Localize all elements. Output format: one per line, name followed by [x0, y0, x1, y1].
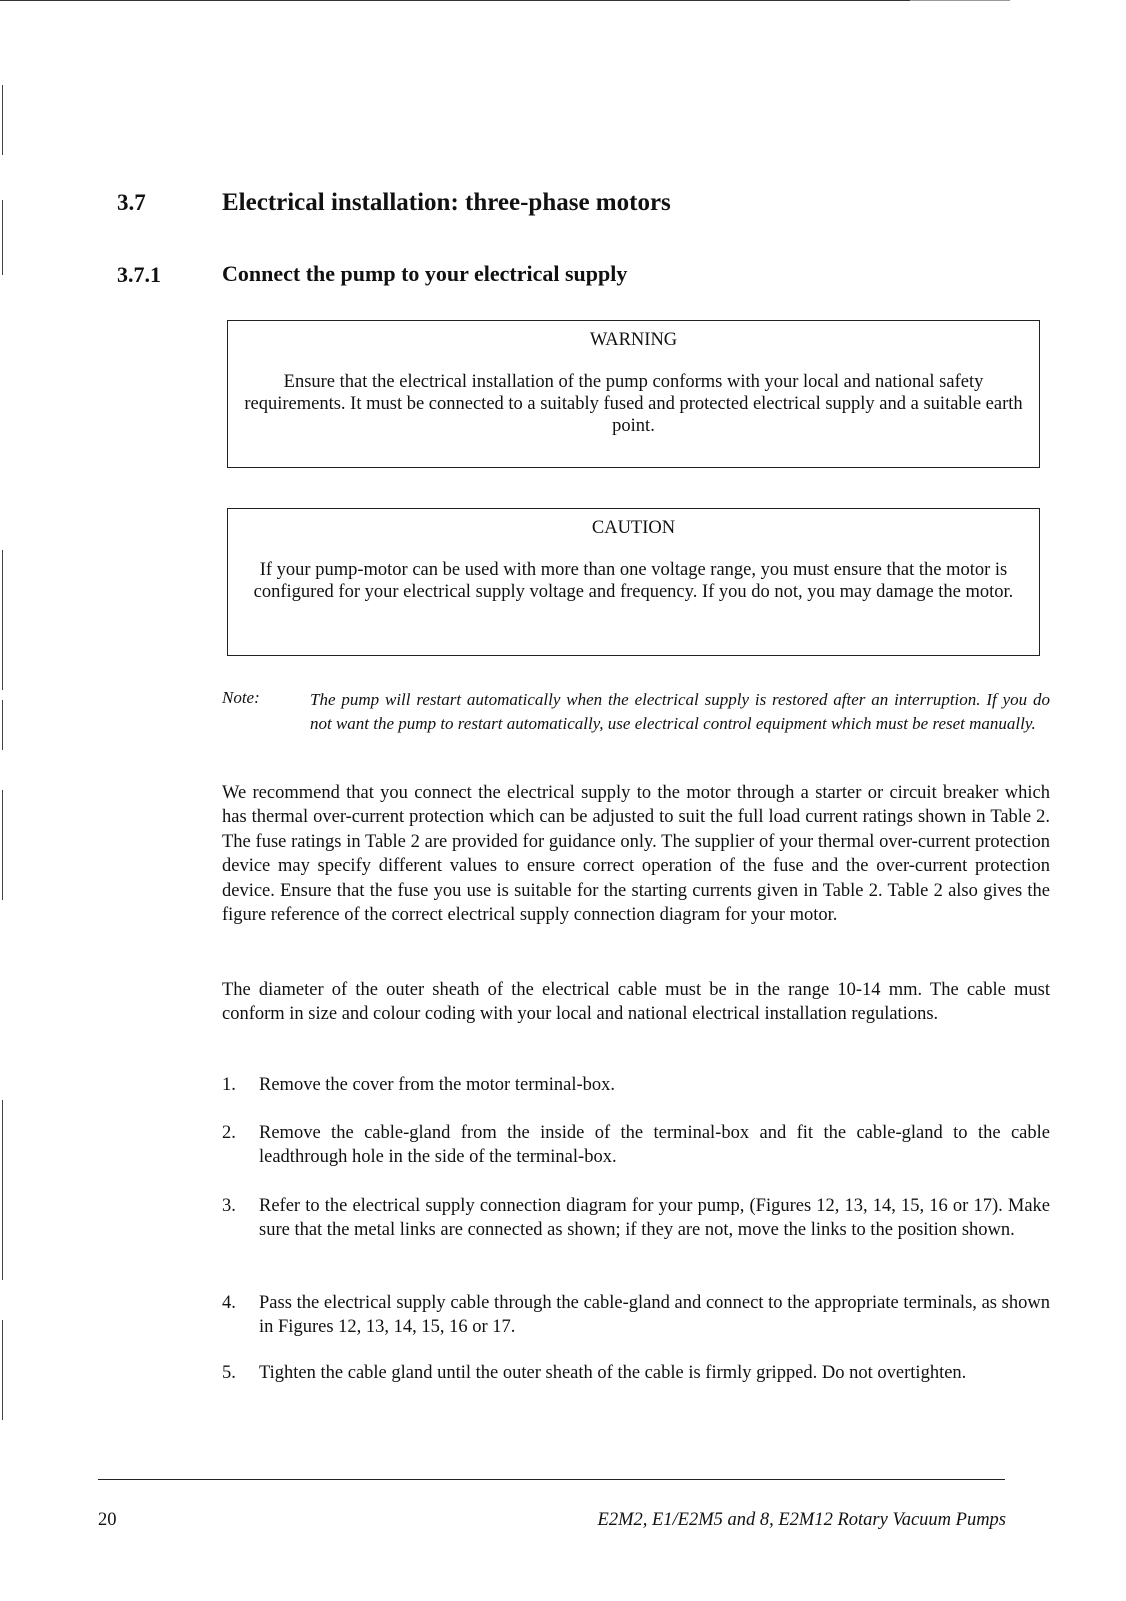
scan-margin-mark	[2, 550, 3, 690]
section-number: 3.7	[117, 190, 146, 215]
footer-rule	[98, 1479, 1005, 1480]
step-number: 4.	[222, 1293, 236, 1313]
scan-margin-mark	[2, 790, 3, 900]
step-text: Remove the cable-gland from the inside of the terminal-box and fit the cable-gland to the cable leadthrough hole in the side of the terminal-box.	[259, 1123, 1050, 1168]
top-rule	[0, 0, 910, 1]
caution-box	[227, 508, 1040, 656]
scan-margin-mark	[2, 85, 3, 155]
caution-body: If your pump-motor can be used with more than one voltage range, you must ensure that the motor is configured for your electrical supply voltage and frequency. If you do not, you may damage the motor.	[253, 560, 1014, 602]
step-number: 1.	[222, 1075, 236, 1095]
step-text: Pass the electrical supply cable through the cable-gland and connect to the appropriate terminals, as shown in Figures 12, 13, 14, 15, 16 or 17.	[259, 1293, 1050, 1338]
warning-box	[227, 320, 1040, 468]
scan-margin-mark	[2, 1320, 3, 1420]
section-title: Electrical installation: three-phase motors	[222, 189, 671, 216]
paragraph: The diameter of the outer sheath of the electrical cable must be in the range 10-14 mm. The cable must conform in size and colour coding with your local and national electrical installation regulations.	[222, 980, 1050, 1025]
step-text: Refer to the electrical supply connection diagram for your pump, (Figures 12, 13, 14, 15, 16 or 17). Make sure that the metal links are connected as shown; if they are not, move the links to the position shown.	[259, 1196, 1050, 1241]
step-number: 2.	[222, 1123, 236, 1143]
scan-margin-mark	[2, 700, 3, 750]
warning-body: Ensure that the electrical installation of the pump conforms with your local and national safety requirements. It must be connected to a suitably fused and protected electrical supply and a suitable earth point.	[244, 372, 1023, 436]
step-text: Tighten the cable gland until the outer sheath of the cable is firmly gripped. Do not overtighten.	[259, 1363, 967, 1383]
footer-title: E2M2, E1/E2M5 and 8, E2M12 Rotary Vacuum Pumps	[597, 1510, 1006, 1530]
scan-margin-mark	[2, 200, 3, 275]
page-number: 20	[98, 1510, 117, 1530]
note-text: The pump will restart automatically when the electrical supply is restored after an interruption. If you do not want the pump to restart automatically, use electrical control equipment which must be reset manually.	[310, 690, 1050, 733]
warning-heading: WARNING	[589, 330, 678, 350]
paragraph: We recommend that you connect the electrical supply to the motor through a starter or circuit breaker which has thermal over-current protection which can be adjusted to suit the full load current ratings shown in Table 2. The fuse ratings in Table 2 are provided for guidance only. The supplier of your thermal over-current protection device may specify different values to ensure correct operation of the fuse and the over-current protection device. Ensure that the fuse you use is suitable for the starting currents given in Table 2. Table 2 also gives the figure reference of the correct electrical supply connection diagram for your motor.	[222, 783, 1050, 926]
scan-margin-mark	[2, 1100, 3, 1280]
subsection-number: 3.7.1	[117, 262, 161, 287]
caution-heading: CAUTION	[591, 518, 676, 538]
step-text: Remove the cover from the motor terminal-box.	[259, 1075, 616, 1095]
step-number: 3.	[222, 1196, 236, 1216]
note-label: Note:	[222, 688, 260, 707]
step-number: 5.	[222, 1363, 236, 1383]
subsection-title: Connect the pump to your electrical supply	[222, 261, 628, 286]
top-rule-right	[910, 0, 1010, 1]
